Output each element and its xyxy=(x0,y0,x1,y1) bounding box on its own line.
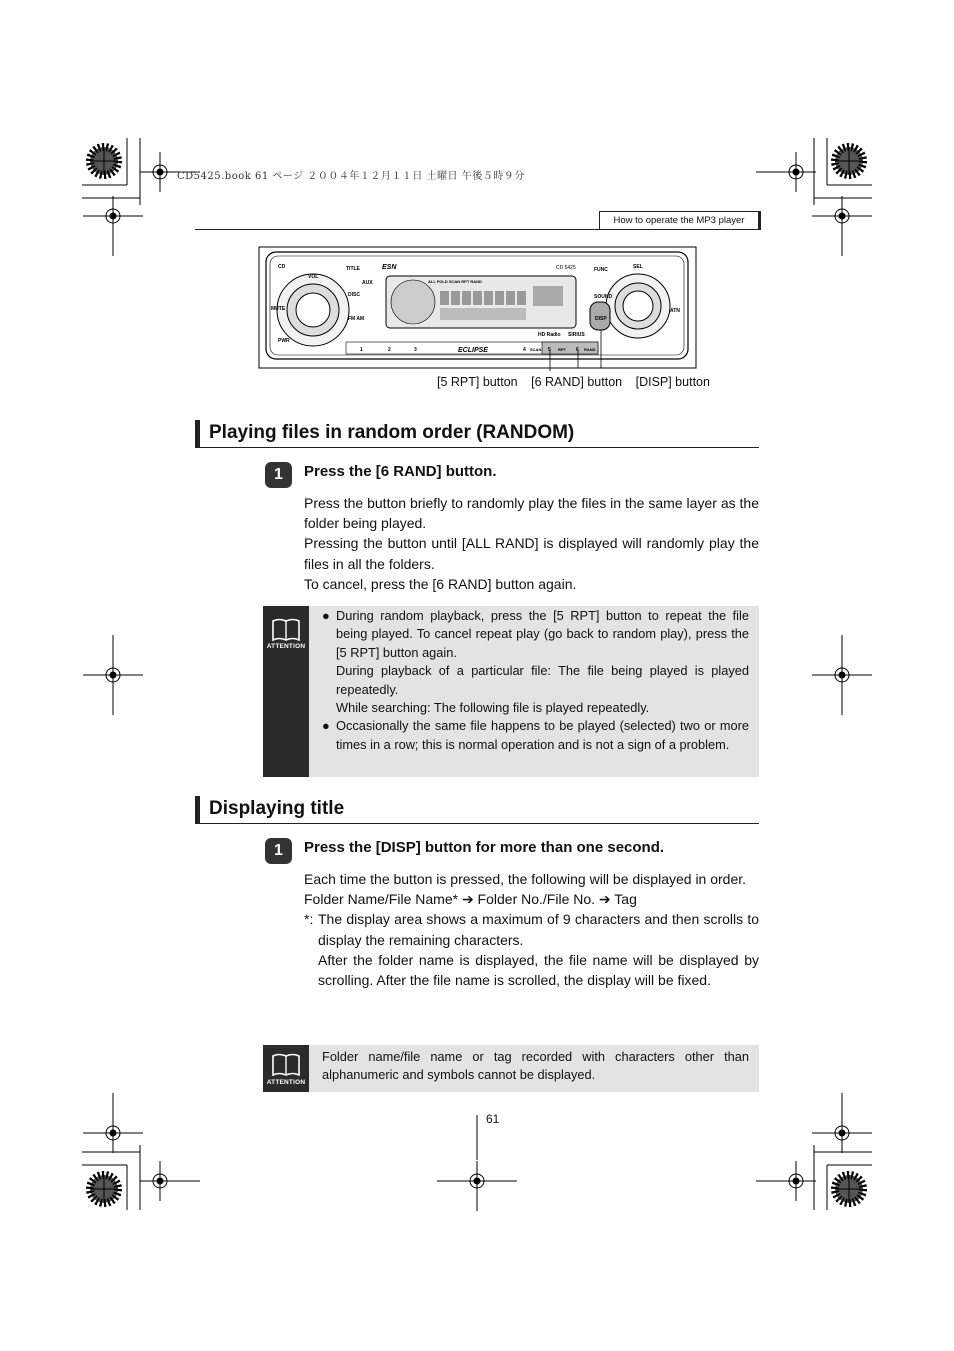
display-indicators: ALL FOLD SCAN RPT RAND xyxy=(428,279,482,284)
paragraph: Press the button briefly to randomly play the files in the same layer as the folder being played. xyxy=(304,495,759,532)
section-title-random-text: Playing files in random order (RANDOM) xyxy=(209,422,575,443)
print-header: CD5425.book 61 ページ ２００４年１２月１１日 土曜日 午後５時９分 xyxy=(177,171,525,182)
bullet-icon: ● xyxy=(322,608,330,623)
label-btn-5: 5 xyxy=(548,347,551,353)
footnote: *: The display area shows a maximum of 9 characters and then scrolls to display the remaining characters. After the folder name is displayed, the file name will be displayed by scrolling. After the file name is scrolled, the display will be fixed. xyxy=(304,911,759,989)
label-disp: DISP xyxy=(595,316,607,322)
display-sequence: Folder Name/File Name* ➔ Folder No./File No. ➔ Tag xyxy=(304,891,637,908)
label-rpt: RPT xyxy=(558,347,566,352)
bullet-icon: ● xyxy=(322,718,330,734)
label-btn-1: 1 xyxy=(360,347,363,353)
attention-label: ATTENTION xyxy=(266,1079,306,1086)
header-rule xyxy=(195,229,760,230)
attention-box-display xyxy=(263,1045,759,1092)
step-number-badge: 1 xyxy=(265,838,292,864)
running-header: How to operate the MP3 player xyxy=(599,211,761,230)
label-btn-4: 4 xyxy=(523,347,526,353)
brand-esn: ESN xyxy=(382,264,397,271)
head-unit-illustration xyxy=(258,246,698,371)
model-number: CD 5425 xyxy=(556,265,576,271)
section-title-display xyxy=(195,796,759,824)
label-disc: DISC xyxy=(348,292,360,298)
paragraph: To cancel, press the [6 RAND] button again. xyxy=(304,575,577,592)
eclipse-logo: ECLIPSE xyxy=(458,347,488,354)
paragraph: Pressing the button until [ALL RAND] is displayed will randomly play the files in all the folders. xyxy=(304,535,759,572)
label-title: TITLE xyxy=(346,266,360,272)
label-sirius: SIRIUS xyxy=(568,332,585,338)
label-hd-radio: HD Radio xyxy=(538,332,561,338)
footnote-mark: *: xyxy=(304,911,314,928)
step-heading-disp: Press the [DISP] button for more than one second. xyxy=(304,839,665,856)
attention-content xyxy=(322,607,749,754)
label-pwr: PWR xyxy=(278,338,290,344)
step-heading-rand: Press the [6 RAND] button. xyxy=(304,463,497,480)
label-func: FUNC xyxy=(594,267,608,273)
label-cd: CD xyxy=(278,264,286,270)
label-sel: SEL xyxy=(633,264,643,270)
label-aux: AUX xyxy=(362,280,373,286)
section-title-random xyxy=(195,420,759,448)
label-atn: ATN xyxy=(670,308,680,314)
label-btn-3: 3 xyxy=(414,347,417,353)
attention-bullet: ● During random playback, press the [5 RPT] button to repeat the file being played. To cancel repeat play (go back to random play), press the [5 RPT] button again. xyxy=(322,608,749,660)
callout-6-rand: [6 RAND] button xyxy=(531,375,623,389)
section-title-display-text: Displaying title xyxy=(209,798,345,819)
step-number-badge: 1 xyxy=(265,462,292,488)
figure-callouts xyxy=(437,375,720,389)
attention-text: Folder name/file name or tag recorded with characters other than alphanumeric and symbols cannot be displayed. xyxy=(322,1049,749,1083)
display-instructions xyxy=(304,869,759,990)
callout-disp: [DISP] button xyxy=(635,375,710,389)
label-vol: VOL xyxy=(308,274,319,280)
page-number: 61 xyxy=(486,1112,500,1126)
label-mute: MUTE xyxy=(271,306,286,312)
label-scan: SCAN xyxy=(530,347,542,352)
book-icon xyxy=(272,618,300,642)
attention-sub-note: During playback of a particular file: The file being played is played repeatedly. xyxy=(336,663,749,697)
callout-5-rpt: [5 RPT] button xyxy=(437,375,518,389)
attention-box-random xyxy=(263,606,759,777)
attention-label: ATTENTION xyxy=(266,643,306,650)
label-fm-am: FM AM xyxy=(348,316,365,322)
label-sound: SOUND xyxy=(594,294,613,300)
label-btn-2: 2 xyxy=(388,347,391,353)
attention-sub-note: While searching: The following file is played repeatedly. xyxy=(336,700,650,716)
attention-bullet: ● Occasionally the same file happens to be played (selected) two or more times in a row; this is normal operation and is not a sign of a problem. xyxy=(322,718,749,752)
label-btn-6: 6 xyxy=(576,347,579,353)
book-icon xyxy=(272,1053,300,1077)
random-instructions xyxy=(304,493,759,594)
label-rand: RAND xyxy=(584,347,596,352)
paragraph: Each time the button is pressed, the following will be displayed in order. xyxy=(304,871,747,887)
